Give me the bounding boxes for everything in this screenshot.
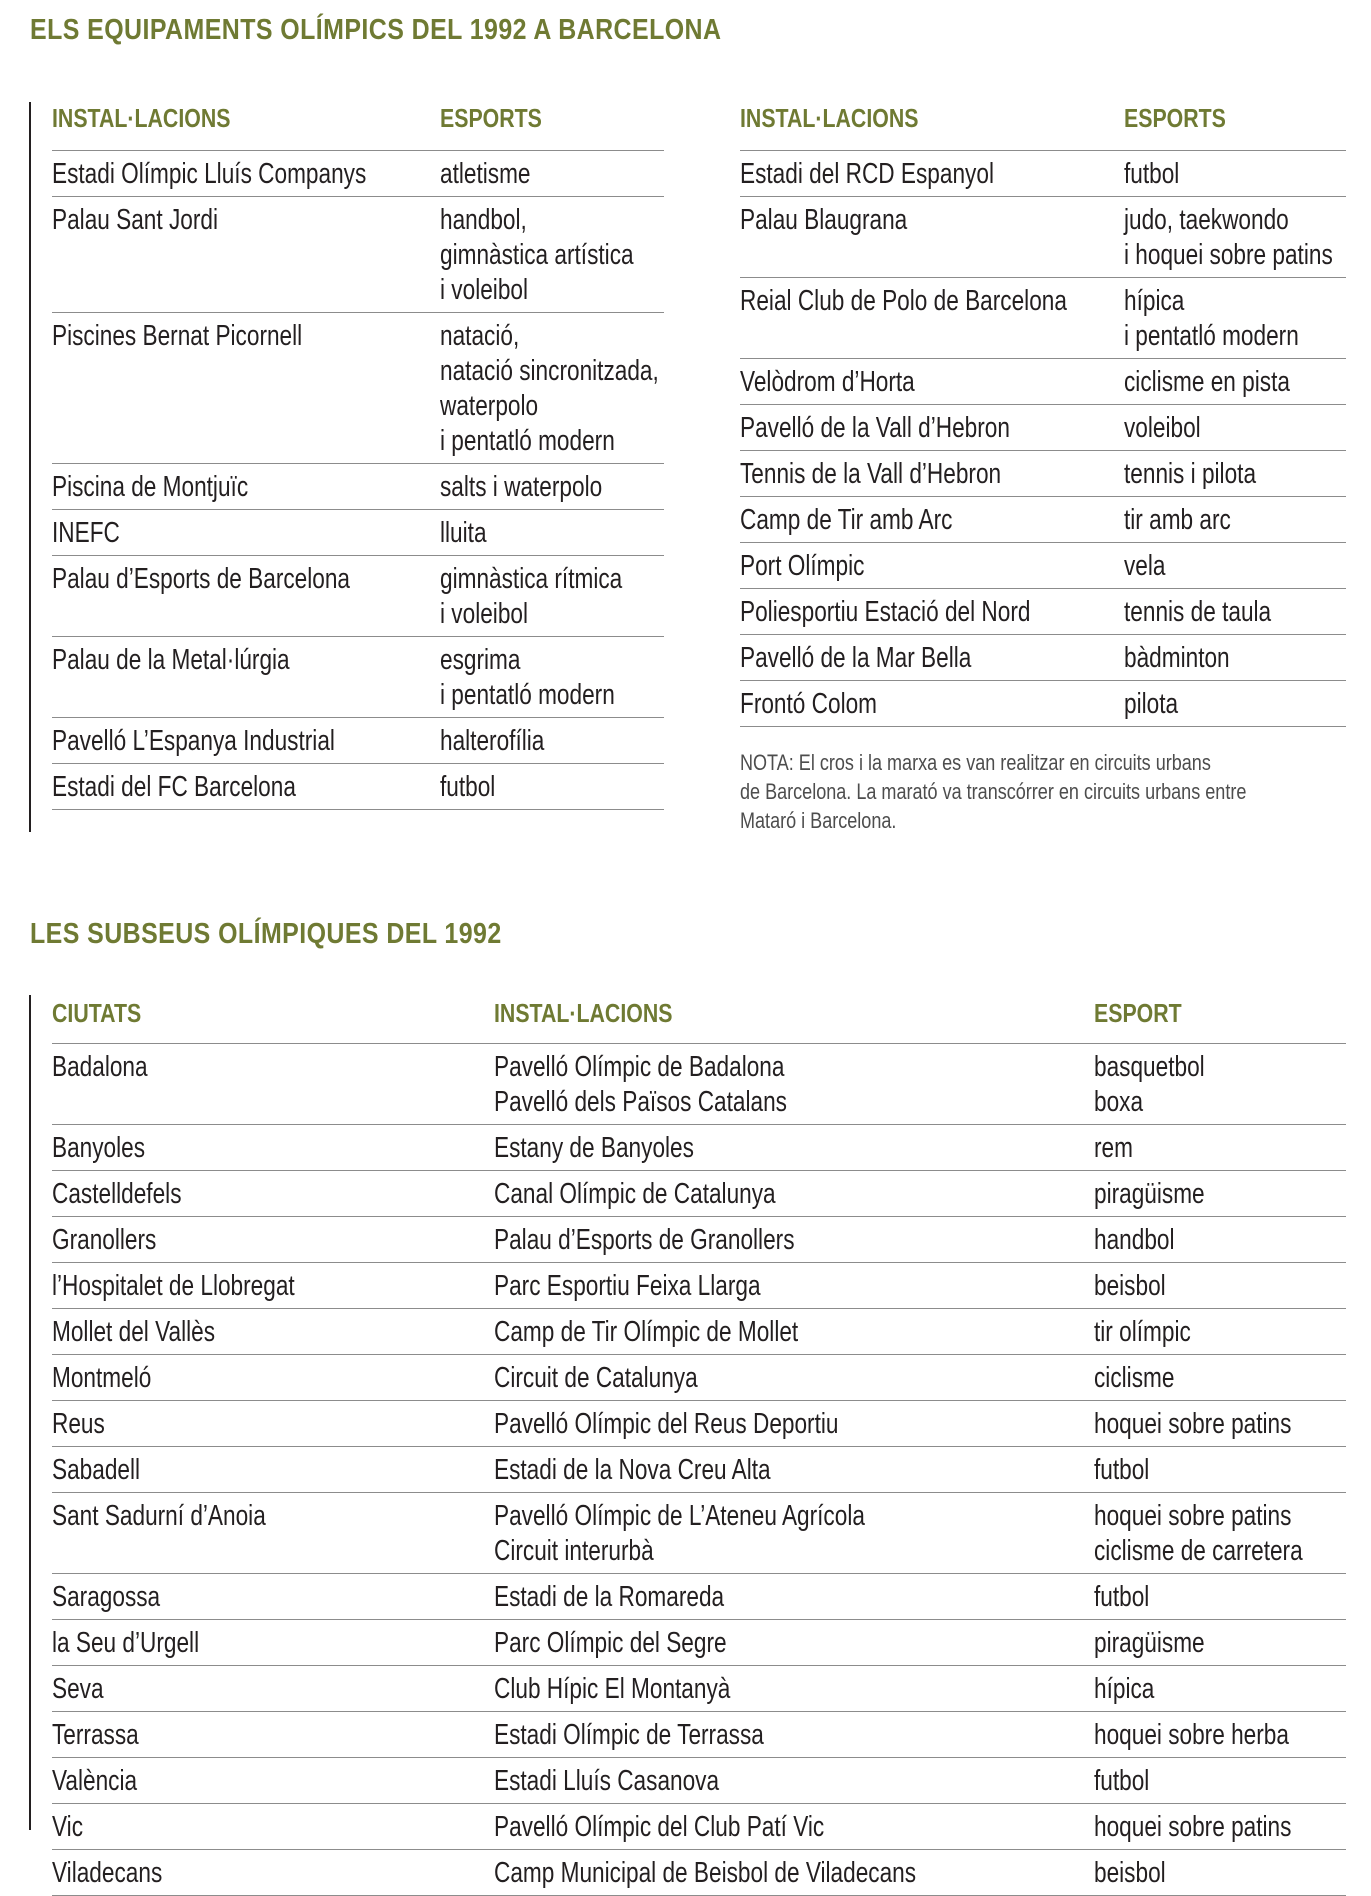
cell-venue bbox=[740, 365, 964, 400]
table-row bbox=[52, 313, 664, 464]
cell-sport-line: esgrima bbox=[440, 644, 521, 676]
section-title-equipaments: ELS EQUIPAMENTS OLÍMPICS DEL 1992 A BARCELONA bbox=[30, 14, 722, 46]
cell-city bbox=[52, 1315, 261, 1350]
cell-venue-line: Palau Sant Jordi bbox=[52, 204, 218, 236]
cell-venue-line: INEFC bbox=[52, 517, 120, 549]
table-row bbox=[52, 1758, 1346, 1804]
cell-sport bbox=[440, 470, 648, 505]
cell-venue-line: Pavelló Olímpic del Club Patí Vic bbox=[494, 1811, 825, 1843]
cell-sport-line: vela bbox=[1124, 550, 1166, 582]
table-row bbox=[740, 151, 1346, 197]
cell-venue-line: Pavelló de la Vall d’Hebron bbox=[740, 412, 1010, 444]
cell-sport-line: hípica bbox=[1124, 285, 1185, 317]
cell-sport bbox=[440, 319, 721, 459]
cell-sport bbox=[1124, 365, 1337, 400]
cell-sport bbox=[1094, 1856, 1186, 1891]
table-row bbox=[52, 556, 664, 637]
cell-sport-line: tennis de taula bbox=[1124, 596, 1272, 628]
cell-sport-line: voleibol bbox=[1124, 412, 1201, 444]
cell-venue bbox=[494, 1764, 783, 1799]
cell-venue-line: Club Hípic El Montanyà bbox=[494, 1673, 731, 1705]
table-row bbox=[740, 589, 1346, 635]
cell-venue bbox=[740, 411, 1086, 446]
cell-sport-line: i voleibol bbox=[440, 274, 529, 306]
cell-sport-line: gimnàstica artística bbox=[440, 239, 634, 271]
cell-sport-line: hípica bbox=[1094, 1673, 1155, 1705]
table-row bbox=[52, 1355, 1346, 1401]
cell-sport-line: i pentatló modern bbox=[440, 425, 615, 457]
table-header bbox=[740, 95, 1346, 151]
table-row bbox=[52, 1125, 1346, 1171]
column-header: ESPORTS bbox=[440, 103, 542, 133]
cell-venue-line: Palau de la Metal·lúrgia bbox=[52, 644, 290, 676]
cell-venue-line: Pavelló Olímpic del Reus Deportiu bbox=[494, 1408, 839, 1440]
cell-city-line: Granollers bbox=[52, 1224, 157, 1256]
cell-sport-line: rem bbox=[1094, 1132, 1133, 1164]
table-row bbox=[52, 1401, 1346, 1447]
cell-sport bbox=[1124, 411, 1222, 446]
cell-venue-line: Parc Olímpic del Segre bbox=[494, 1627, 727, 1659]
table-row bbox=[740, 497, 1346, 543]
table-row bbox=[52, 637, 664, 718]
table-row bbox=[52, 510, 664, 556]
cell-sport-line: hoquei sobre patins bbox=[1094, 1408, 1292, 1440]
note-text bbox=[740, 748, 1340, 835]
cell-sport-line: gimnàstica rítmica bbox=[440, 563, 623, 595]
cell-venue-line: Estadi Lluís Casanova bbox=[494, 1765, 720, 1797]
cell-sport-line: handbol bbox=[1094, 1224, 1175, 1256]
cell-venue-line: Piscina de Montjuïc bbox=[52, 471, 249, 503]
cell-sport-line: atletisme bbox=[440, 158, 531, 190]
cell-venue-line: Estadi del RCD Espanyol bbox=[740, 158, 994, 190]
cell-venue-line: Estadi del FC Barcelona bbox=[52, 771, 296, 803]
cell-venue bbox=[52, 562, 434, 597]
cell-sport-line: i pentatló modern bbox=[1124, 320, 1299, 352]
cell-city bbox=[52, 1626, 241, 1661]
cell-sport bbox=[1094, 1453, 1165, 1488]
cell-city bbox=[52, 1050, 175, 1085]
cell-venue-line: Tennis de la Vall d’Hebron bbox=[740, 458, 1002, 490]
cell-sport bbox=[1094, 1050, 1236, 1120]
cell-sport-line: tir amb arc bbox=[1124, 504, 1231, 536]
cell-venue-line: Estadi Olímpic de Terrassa bbox=[494, 1719, 764, 1751]
cell-sport-line: piragüisme bbox=[1094, 1627, 1205, 1659]
cell-city bbox=[52, 1453, 165, 1488]
subseus-table bbox=[52, 990, 1346, 1896]
cell-sport-line: futbol bbox=[440, 771, 496, 803]
cell-sport-line: waterpolo bbox=[440, 390, 539, 422]
cell-sport bbox=[1094, 1626, 1236, 1661]
column-header: ESPORT bbox=[1094, 998, 1182, 1028]
cell-sport bbox=[1094, 1580, 1165, 1615]
cell-venue-line: Canal Olímpic de Catalunya bbox=[494, 1178, 776, 1210]
table-row bbox=[740, 405, 1346, 451]
cell-city-line: l’Hospitalet de Llobregat bbox=[52, 1270, 295, 1302]
cell-sport bbox=[1094, 1269, 1186, 1304]
cell-city bbox=[52, 1856, 193, 1891]
cell-venue bbox=[52, 319, 373, 354]
cell-venue bbox=[52, 516, 139, 551]
cell-sport bbox=[1094, 1764, 1165, 1799]
cell-sport-line: ciclisme en pista bbox=[1124, 366, 1290, 398]
cell-venue bbox=[494, 1856, 1035, 1891]
cell-sport-line: ciclisme bbox=[1094, 1362, 1175, 1394]
cell-sport-line: salts i waterpolo bbox=[440, 471, 603, 503]
cell-sport-line: ciclisme de carretera bbox=[1094, 1535, 1303, 1567]
cell-venue-line: Circuit de Catalunya bbox=[494, 1362, 698, 1394]
column-header: INSTAL·LACIONS bbox=[740, 103, 919, 133]
cell-city-line: Vic bbox=[52, 1811, 84, 1843]
cell-venue-line: Camp de Tir Olímpic de Mollet bbox=[494, 1316, 799, 1348]
cell-venue bbox=[740, 595, 1112, 630]
table-row bbox=[740, 543, 1346, 589]
cell-city bbox=[52, 1177, 218, 1212]
cell-venue-line: Pavelló L’Espanya Industrial bbox=[52, 725, 335, 757]
cell-sport bbox=[440, 516, 500, 551]
cell-city-line: Montmeló bbox=[52, 1362, 152, 1394]
table-row bbox=[740, 197, 1346, 278]
cell-venue bbox=[494, 1223, 879, 1258]
cell-venue-line: Palau d’Esports de Granollers bbox=[494, 1224, 795, 1256]
table-row bbox=[52, 1171, 1346, 1217]
subseus-table-rule bbox=[29, 995, 31, 1830]
table-row bbox=[52, 1850, 1346, 1896]
cell-venue bbox=[494, 1626, 792, 1661]
table-row bbox=[52, 1309, 1346, 1355]
table-row bbox=[52, 1263, 1346, 1309]
cell-sport-line: futbol bbox=[1094, 1581, 1150, 1613]
table-row bbox=[52, 151, 664, 197]
cell-venue bbox=[740, 641, 1037, 676]
cell-sport bbox=[440, 643, 664, 713]
cell-sport bbox=[1124, 457, 1293, 492]
cell-sport-line: lluita bbox=[440, 517, 487, 549]
cell-venue bbox=[494, 1050, 870, 1120]
cell-venue bbox=[494, 1718, 840, 1753]
cell-city-line: Saragossa bbox=[52, 1581, 161, 1613]
table-row bbox=[52, 1044, 1346, 1125]
table-row bbox=[52, 1712, 1346, 1758]
cell-sport-line: hoquei sobre herba bbox=[1094, 1719, 1289, 1751]
cell-venue bbox=[494, 1177, 855, 1212]
cell-venue bbox=[494, 1361, 755, 1396]
cell-venue bbox=[740, 503, 1012, 538]
cell-venue-line: Circuit interurbà bbox=[494, 1535, 654, 1567]
note-line: NOTA: El cros i la marxa es van realitzar en circuits urbans bbox=[740, 750, 1211, 775]
cell-venue bbox=[52, 643, 357, 678]
cell-sport-line: natació sincronitzada, bbox=[440, 355, 659, 387]
note-line: Mataró i Barcelona. bbox=[740, 808, 897, 833]
cell-sport bbox=[1124, 687, 1193, 722]
cell-venue-line: Pavelló dels Països Catalans bbox=[494, 1086, 787, 1118]
cell-venue bbox=[494, 1499, 970, 1569]
cell-city-line: Mollet del Vallès bbox=[52, 1316, 216, 1348]
cell-sport-line: tennis i pilota bbox=[1124, 458, 1257, 490]
cell-venue-line: Palau Blaugrana bbox=[740, 204, 908, 236]
cell-sport-line: futbol bbox=[1094, 1765, 1150, 1797]
cell-venue bbox=[740, 687, 916, 722]
cell-venue bbox=[52, 470, 303, 505]
cell-sport bbox=[1094, 1361, 1197, 1396]
cell-sport bbox=[1094, 1315, 1218, 1350]
note-line: de Barcelona. La marató va transcórrer en circuits urbans entre bbox=[740, 779, 1247, 804]
cell-sport bbox=[440, 203, 688, 308]
cell-city bbox=[52, 1499, 326, 1534]
cell-sport bbox=[1094, 1672, 1171, 1707]
cell-venue-line: Port Olímpic bbox=[740, 550, 865, 582]
cell-sport bbox=[1124, 595, 1313, 630]
cell-venue bbox=[740, 284, 1159, 319]
cell-city-line: València bbox=[52, 1765, 138, 1797]
table-header bbox=[52, 95, 664, 151]
cell-sport-line: pilota bbox=[1124, 688, 1179, 720]
cell-city-line: Sabadell bbox=[52, 1454, 141, 1486]
cell-city-line: Sant Sadurní d’Anoia bbox=[52, 1500, 266, 1532]
cell-sport bbox=[1124, 284, 1348, 354]
cell-venue-line: Estadi Olímpic Lluís Companys bbox=[52, 158, 367, 190]
cell-venue-line: Pavelló de la Mar Bella bbox=[740, 642, 972, 674]
table-row bbox=[740, 359, 1346, 405]
cell-city-line: Terrassa bbox=[52, 1719, 139, 1751]
table-row bbox=[740, 451, 1346, 497]
cell-sport bbox=[1124, 641, 1259, 676]
cell-venue bbox=[494, 1672, 797, 1707]
cell-venue-line: Pavelló Olímpic de Badalona bbox=[494, 1051, 785, 1083]
cell-city-line: Viladecans bbox=[52, 1857, 163, 1889]
cell-sport bbox=[1094, 1718, 1344, 1753]
cell-sport-line: basquetbol bbox=[1094, 1051, 1205, 1083]
cell-venue-line: Pavelló Olímpic de L’Ateneu Agrícola bbox=[494, 1500, 865, 1532]
cell-sport-line: judo, taekwondo bbox=[1124, 204, 1289, 236]
column-header: CIUTATS bbox=[52, 998, 142, 1028]
cell-venue-line: Camp Municipal de Beisbol de Viladecans bbox=[494, 1857, 917, 1889]
cell-sport bbox=[1124, 549, 1177, 584]
column-header: ESPORTS bbox=[1124, 103, 1226, 133]
cell-city bbox=[52, 1131, 171, 1166]
cell-sport bbox=[1094, 1131, 1144, 1166]
cell-sport bbox=[1124, 157, 1195, 192]
cell-city bbox=[52, 1718, 163, 1753]
cell-city bbox=[52, 1269, 363, 1304]
table-row bbox=[740, 635, 1346, 681]
cell-venue bbox=[52, 157, 455, 192]
cell-venue bbox=[494, 1407, 936, 1442]
cell-sport-line: tir olímpic bbox=[1094, 1316, 1191, 1348]
cell-sport bbox=[1124, 203, 1371, 273]
column-header: INSTAL·LACIONS bbox=[494, 998, 673, 1028]
cell-city bbox=[52, 1223, 186, 1258]
cell-venue bbox=[52, 770, 365, 805]
cell-venue bbox=[494, 1131, 750, 1166]
cell-city-line: Castelldefels bbox=[52, 1178, 182, 1210]
cell-venue bbox=[52, 203, 265, 238]
cell-venue bbox=[494, 1269, 836, 1304]
table-header bbox=[52, 990, 1346, 1044]
table-row bbox=[52, 1620, 1346, 1666]
cell-venue bbox=[494, 1453, 849, 1488]
cell-sport bbox=[1094, 1177, 1236, 1212]
cell-sport-line: beisbol bbox=[1094, 1270, 1166, 1302]
cell-venue bbox=[740, 549, 900, 584]
cell-city bbox=[52, 1764, 161, 1799]
cell-venue bbox=[740, 457, 1075, 492]
section-title-subseus: LES SUBSEUS OLÍMPIQUES DEL 1992 bbox=[30, 918, 502, 950]
column-header: INSTAL·LACIONS bbox=[52, 103, 231, 133]
table-row bbox=[52, 764, 664, 810]
cell-venue bbox=[740, 157, 1066, 192]
cell-venue-line: Estadi de la Nova Creu Alta bbox=[494, 1454, 771, 1486]
cell-sport-line: hoquei sobre patins bbox=[1094, 1500, 1292, 1532]
left-venues-table bbox=[52, 95, 664, 810]
table-row bbox=[740, 278, 1346, 359]
table-row bbox=[740, 681, 1346, 727]
cell-sport bbox=[1124, 503, 1261, 538]
cell-city-line: Banyoles bbox=[52, 1132, 146, 1164]
cell-city bbox=[52, 1407, 120, 1442]
cell-city bbox=[52, 1672, 118, 1707]
cell-venue-line: Poliesportiu Estació del Nord bbox=[740, 596, 1031, 628]
cell-sport-line: handbol, bbox=[440, 204, 527, 236]
cell-city-line: Seva bbox=[52, 1673, 104, 1705]
cell-sport bbox=[440, 562, 674, 632]
cell-city-line: Badalona bbox=[52, 1051, 148, 1083]
cell-venue-line: Velòdrom d’Horta bbox=[740, 366, 915, 398]
cell-sport-line: beisbol bbox=[1094, 1857, 1166, 1889]
cell-sport bbox=[1094, 1407, 1347, 1442]
cell-sport-line: futbol bbox=[1094, 1454, 1150, 1486]
cell-sport bbox=[440, 770, 511, 805]
table-row bbox=[52, 464, 664, 510]
cell-sport bbox=[440, 157, 556, 192]
cell-venue-line: Piscines Bernat Picornell bbox=[52, 320, 303, 352]
cell-venue bbox=[740, 203, 954, 238]
cell-sport bbox=[1094, 1499, 1362, 1569]
table-row bbox=[52, 1574, 1346, 1620]
cell-sport-line: boxa bbox=[1094, 1086, 1144, 1118]
cell-venue-line: Parc Esportiu Feixa Llarga bbox=[494, 1270, 761, 1302]
cell-venue-line: Reial Club de Polo de Barcelona bbox=[740, 285, 1067, 317]
right-venues-table bbox=[740, 95, 1346, 727]
cell-venue-line: Estany de Banyoles bbox=[494, 1132, 694, 1164]
table-row bbox=[52, 718, 664, 764]
table-row bbox=[52, 1804, 1346, 1850]
cell-venue-line: Palau d’Esports de Barcelona bbox=[52, 563, 351, 595]
cell-sport-line: i pentatló modern bbox=[440, 679, 615, 711]
cell-sport-line: bàdminton bbox=[1124, 642, 1230, 674]
cell-sport-line: halterofília bbox=[440, 725, 545, 757]
cell-sport-line: piragüisme bbox=[1094, 1178, 1205, 1210]
cell-venue-line: Camp de Tir amb Arc bbox=[740, 504, 953, 536]
cell-city bbox=[52, 1580, 191, 1615]
cell-sport-line: i voleibol bbox=[440, 598, 529, 630]
table-row bbox=[52, 1666, 1346, 1712]
table-row bbox=[52, 1217, 1346, 1263]
cell-sport-line: natació, bbox=[440, 320, 520, 352]
cell-venue bbox=[494, 1580, 789, 1615]
cell-city bbox=[52, 1361, 179, 1396]
cell-sport bbox=[440, 724, 574, 759]
cell-venue-line: Estadi de la Romareda bbox=[494, 1581, 725, 1613]
cell-venue-line: Frontó Colom bbox=[740, 688, 878, 720]
cell-city-line: la Seu d’Urgell bbox=[52, 1627, 200, 1659]
table-row bbox=[52, 197, 664, 313]
cell-sport bbox=[1094, 1223, 1197, 1258]
left-table-rule bbox=[29, 102, 31, 832]
cell-venue bbox=[494, 1315, 884, 1350]
cell-venue bbox=[52, 724, 415, 759]
cell-city-line: Reus bbox=[52, 1408, 105, 1440]
table-row bbox=[52, 1447, 1346, 1493]
cell-sport-line: hoquei sobre patins bbox=[1094, 1811, 1292, 1843]
table-row bbox=[52, 1493, 1346, 1574]
cell-sport-line: i hoquei sobre patins bbox=[1124, 239, 1333, 271]
cell-sport-line: futbol bbox=[1124, 158, 1180, 190]
